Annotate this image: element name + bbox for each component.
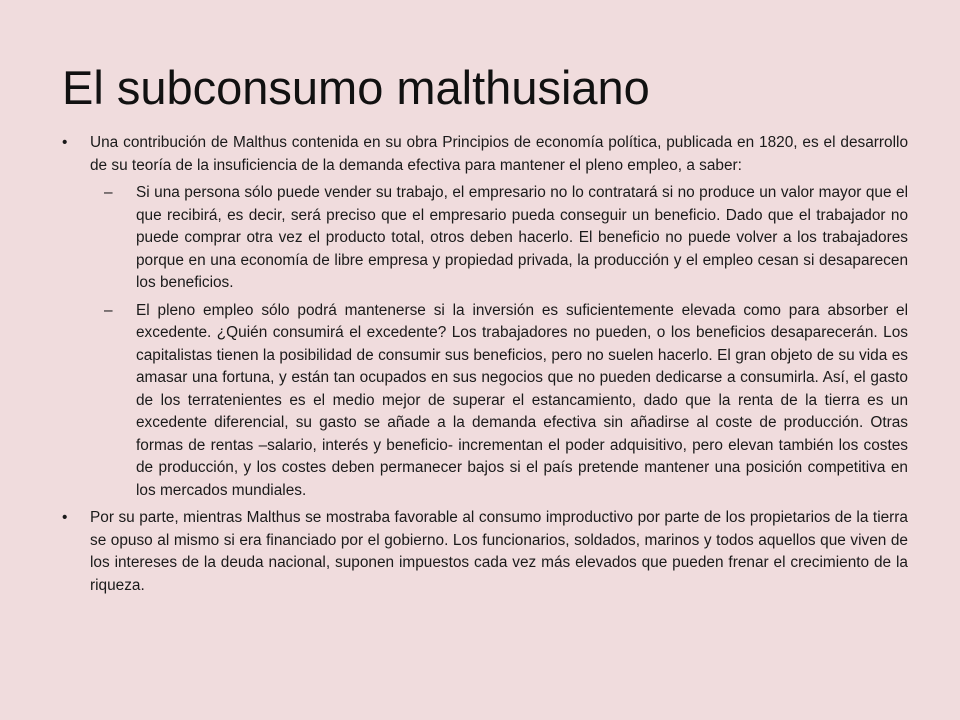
bullet-text: Por su parte, mientras Malthus se mostraba favorable al consumo improductivo por parte de los propietarios de la tierra se opuso al mismo si era financiado por el gobierno. Los funcionarios, soldados, marinos y todos aquellos que viven de los intereses de la deuda nacional, suponen impuestos cada vez más elevados que pueden frenar el crecimiento de la riqueza.	[90, 509, 908, 594]
sub-bullet-item-1	[62, 182, 908, 295]
sub-bullet-item-2	[62, 300, 908, 503]
bullet-marker: •	[62, 509, 68, 526]
slide-body	[62, 132, 908, 602]
bullet-marker: •	[62, 134, 68, 151]
slide-title: El subconsumo malthusiano	[62, 61, 650, 114]
bullet-text: Una contribución de Malthus contenida en su obra Principios de economía política, publicada en 1820, es el desarrollo de su teoría de la insuficiencia de la demanda efectiva para mantener el pleno empleo, a saber:	[90, 134, 908, 174]
sub-bullet-text: Si una persona sólo puede vender su trabajo, el empresario no lo contratará si no produce un valor mayor que el que recibirá, es decir, será preciso que el empresario pueda conseguir un beneficio. Dado que el trabajador no puede comprar otra vez el producto total, otros deben hacerlo. El beneficio no puede volver a los trabajadores porque en una economía de libre empresa y propiedad privada, la producción y el empleo cesan si desaparecen los beneficios.	[136, 184, 908, 291]
sub-bullet-marker: –	[104, 301, 113, 319]
bullet-item-1	[62, 132, 908, 177]
sub-bullet-text: El pleno empleo sólo podrá mantenerse si la inversión es suficientemente elevada como para absorber el excedente. ¿Quién consumirá el excedente? Los trabajadores no pueden, o los beneficios desaparecerán. Los capitalistas tienen la posibilidad de consumir sus beneficios, pero no suelen hacerlo. El gran objeto de su vida es amasar una fortuna, y están tan ocupados en sus negocios que no pueden dedicarse a consumirla. Así, el gasto de los terratenientes es el medio mejor de superar el estancamiento, dado que la renta de la tierra es un excedente diferencial, su gasto se añade a la demanda efectiva sin añadirse al coste de producción. Otras formas de rentas –salario, interés y beneficio- incrementan el poder adquisitivo, pero elevan también los costes de producción, y los costes deben permanecer bajos si el país pretende mantener una posición competitiva en los mercados mundiales.	[136, 301, 908, 499]
bullet-item-2	[62, 507, 908, 597]
sub-bullet-marker: –	[104, 184, 113, 201]
